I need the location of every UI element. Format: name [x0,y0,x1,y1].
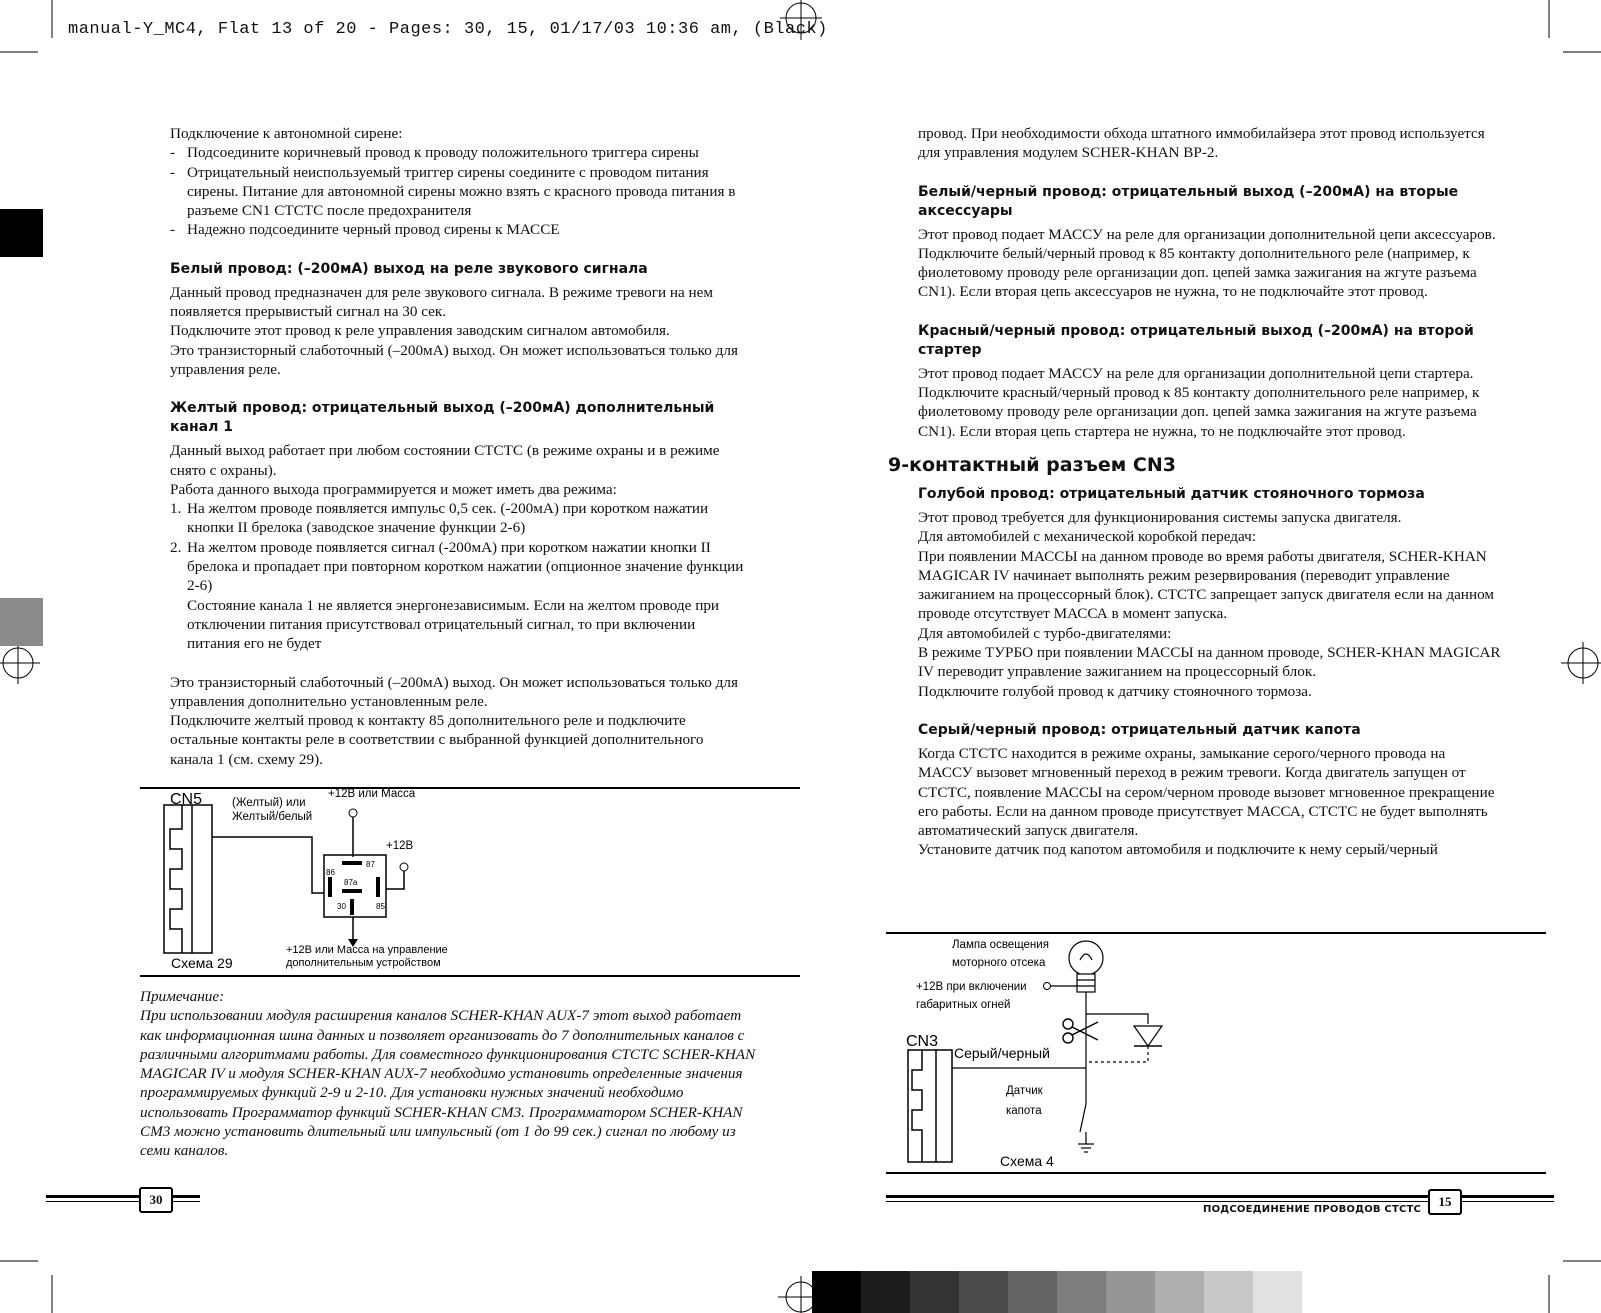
lamp-icon [1069,941,1103,992]
paragraph: Установите датчик под капотом автомобиля и подключите к нему серый/черный [918,841,1438,859]
footer-rule [46,1195,200,1198]
hood-sensor-diagram [886,934,1546,1172]
svg-text:87а: 87а [344,878,358,887]
gray-patch [959,1271,1008,1313]
list-item: - Надежно подсоедините черный провод сирены к МАССЕ [170,221,560,239]
paragraph: Этот провод подает МАССУ на реле для организации дополнительной цепи аксессуаров. Подключите белый/черный провод к 85 контакту дополнительного реле (например, к фиолетовому проводу реле организации доп. цепей замка зажигания на жгуте разъема CN1). Если вторая цепь аксессуаров не нужна, то не подключайте этот провод. [918,225,1496,301]
registration-mark-left [0,642,40,684]
left-column [170,124,750,769]
gray-patch [812,1271,861,1313]
plus12-label: +12В [386,840,414,852]
svg-text:капота: капота [1006,1105,1042,1117]
switch-icon [1080,1104,1086,1132]
paragraph: Для автомобилей с турбо-двигателями: [918,624,1172,642]
wire-label: Желтый/белый [232,811,313,823]
paragraph: Это транзисторный слаботочный (–200мА) выход. Он может использоваться только для управления реле. [170,341,738,378]
yellow-wire-heading: Желтый провод: отрицательный выход (–200мА) дополнительный канал 1 [170,400,715,436]
output-label: +12В или Масса на управление [286,944,448,956]
gray-patch [1057,1271,1106,1313]
list-item: - Подсоедините коричневый провод к проводу положительного триггера сирены [170,144,699,162]
ground-icon [1078,1144,1094,1152]
svg-text:Датчик: Датчик [1006,1085,1043,1097]
grayscale-strip [812,1271,1302,1313]
white-wire-heading: Белый провод: (–200мА) выход на реле звукового сигнала [170,260,648,277]
svg-text:+12В при включении: +12В при включении [916,981,1027,993]
list-item: 2. На желтом проводе появляется сигнал (-200мА) при коротком нажатии кнопки II брелока и пропадает при повторном коротком нажатии (опционное значение функции 2-6) [170,538,744,595]
list-item: Состояние канала 1 не является энергонезависимым. Если на желтом проводе при отключении питания присутствовал отрицательный сигнал, то при включении питания его не будет [187,596,720,653]
paragraph: Данный провод предназначен для реле звукового сигнала. В режиме тревоги на нем появляется прерывистый сигнал на 30 сек. [170,283,714,321]
side-tab-gray [0,598,43,646]
output-label: дополнительным устройством [286,957,441,969]
footer-section-title: ПОДСОЕДИНЕНИЕ ПРОВОДОВ CTCTC [1203,1204,1422,1215]
mode-list [170,499,750,653]
diagram-bottom-rule [886,1172,1546,1174]
red-black-heading: Красный/черный провод: отрицательный выход (–200мА) на второй стартер [918,322,1474,358]
note-text: При использовании модуля расширения каналов SCHER-KHAN AUX-7 этот выход работает как информационная шина данных и позволяет организовать до 7 дополнительных каналов с различными алгоритмами работы. Для совместного функционирования CTCTC SCHER-KHAN MAGICAR IV и модуля SCHER-KHAN AUX-7 необходимо установить определенные значения программируемых функций 2-9 и 2-10. Для установки нужных значений необходимо использовать Программатор функций SCHER-KHAN CM3. Программатором SCHER-KHAN CM3 можно установить длительный или импульсный (от 1 до 99 сек.) сигнал по любому из семи каналов. [140,1007,756,1160]
gray-wire-heading: Серый/черный провод: отрицательный датчик капота [918,721,1361,738]
gray-patch [1106,1271,1155,1313]
wire-label: (Желтый) или [232,797,306,809]
gray-patch [1155,1271,1204,1313]
gray-patch [910,1271,959,1313]
diagram-bottom-rule [140,975,800,977]
paragraph: Для автомобилей с механической коробкой передач: [918,528,1256,546]
note-block [140,987,760,1161]
connector-label: CN5 [170,791,203,808]
svg-text:Лампа освещения: Лампа освещения [952,939,1049,951]
list-item: 1. На желтом проводе появляется импульс 0,5 сек. (-200мА) при коротком нажатии кнопки II брелока (заводское значение функции 2-6) [170,500,709,537]
diagram-caption: Схема 4 [1000,1153,1054,1169]
siren-list [170,143,750,239]
registration-mark-right [1561,642,1601,684]
note-title: Примечание: [140,988,225,1005]
scissors-icon [1063,1019,1098,1043]
svg-text:габаритных огней: габаритных огней [916,999,1011,1011]
gray-patch [1253,1271,1302,1313]
paragraph: Этот провод подает МАССУ на реле для организации дополнительной цепи стартера. Подключите красный/черный провод к 85 контакту дополнительного реле например, к фиолетовому проводу реле организации доп. цепей замка зажигания на жгуте разъема CN1). Если вторая цепь стартера не нужна, то не подключайте этот провод. [918,364,1480,440]
list-item: - Отрицательный неиспользуемый триггер сирены соедините с проводом питания сирены. Питание для автономной сирены можно взять с красного провода питания в разъеме CN1 CTCTC после предохранителя [170,163,736,220]
white-black-heading: Белый/черный провод: отрицательный выход (–200мА) на вторые аксессуары [918,183,1459,219]
right-column [888,124,1503,860]
paragraph: Это транзисторный слаботочный (–200мА) выход. Он может использоваться только для управления дополнительно установленным реле. [170,673,738,710]
footer-rule-thin [46,1201,200,1202]
paragraph: Подключите голубой провод к датчику стояночного тормоза. [918,682,1312,700]
page-number-right: 15 [1428,1189,1462,1215]
paragraph: Подключите этот провод к реле управления заводским сигналом автомобиля. [170,322,670,340]
connector-cn5 [164,805,212,953]
gray-patch [1008,1271,1057,1313]
svg-text:87: 87 [366,860,375,869]
paragraph: В режиме ТУРБО при появлении МАССЫ на данном проводе, SCHER-KHAN MAGICAR IV переводит управление зажиганием на процессорный блок. [918,644,1501,681]
print-header: manual-Y_MC4, Flat 13 of 20 - Pages: 30, 15, 01/17/03 10:36 am, (Black) [68,20,828,39]
diagram-caption: Схема 29 [171,955,233,971]
paragraph: Подключите желтый провод к контакту 85 дополнительного реле и подключите остальные контакты реле в соответствии с выбранной функцией дополнительного канала 1 (см. схему 29). [170,712,704,768]
relay-wiring-diagram [140,789,800,975]
svg-text:30: 30 [337,902,346,911]
diode-icon [1134,1026,1162,1046]
svg-text:85: 85 [376,902,385,911]
paragraph: При появлении МАССЫ на данном проводе во время работы двигателя, SCHER-KHAN MAGICAR IV начинает выполнять режим резервирования (переводит управление зажиганием на процессорный блок). CTCTC запрещает запуск двигателя если на данном проводе отсутствует МАССА в момент запуска. [918,547,1494,623]
gray-patch [861,1271,910,1313]
svg-text:86: 86 [326,868,335,877]
top-label: +12В или Масса [328,789,416,800]
paragraph: Работа данного выхода программируется и может иметь два режима: [170,480,617,498]
section-title: 9-контактный разъем CN3 [888,453,1176,476]
paragraph: Этот провод требуется для функционирования системы запуска двигателя. [918,508,1402,526]
paragraph: Когда CTCTC находится в режиме охраны, замыкание серого/черного провода на МАССУ вызовет мгновенный переход в режим тревоги. Когда двигатель запущен от CTCTC, появление МАССЫ на сером/черном проводе вызовет мгновенное прекращение его работы. Если на данном проводе присутствует МАССА, CTCTC не будет выполнять автоматический запуск двигателя. [918,744,1495,840]
svg-text:CN3: CN3 [906,1033,939,1050]
side-tab-black [0,209,43,257]
svg-text:моторного отсека: моторного отсека [952,957,1046,969]
blue-wire-heading: Голубой провод: отрицательный датчик стояночного тормоза [918,485,1425,502]
svg-text:Серый/черный: Серый/черный [954,1045,1050,1061]
paragraph: Данный выход работает при любом состоянии CTCTC (в режиме охраны и в режиме снято с охраны). [170,442,720,479]
siren-intro-title: Подключение к автономной сирене: [170,125,403,142]
gray-patch [1204,1271,1253,1313]
page-number-left: 30 [139,1187,173,1213]
connector-cn3 [908,1050,952,1162]
paragraph: провод. При необходимости обхода штатного иммобилайзера этот провод используется для управления модулем SCHER-KHAN BP-2. [918,125,1485,162]
